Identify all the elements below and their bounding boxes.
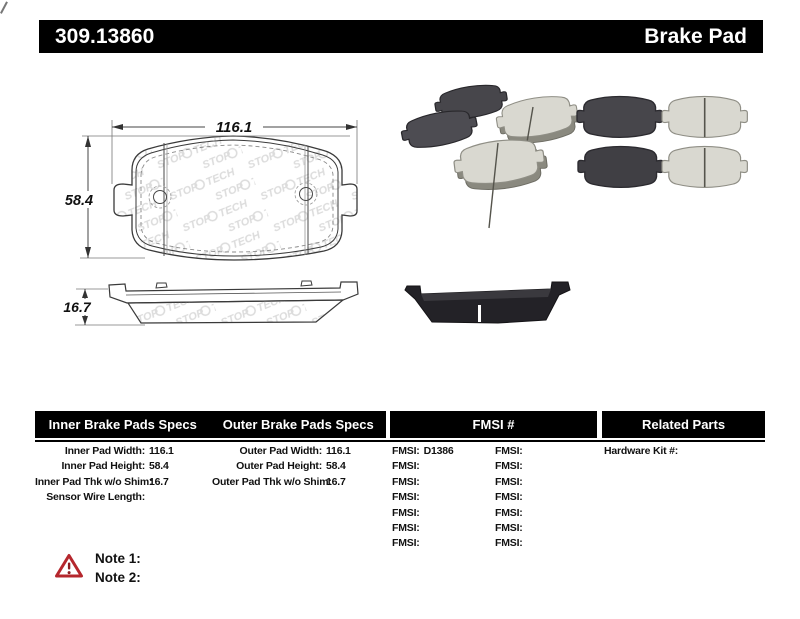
- fmsi-row: [495, 536, 527, 551]
- fmsi-row: [392, 521, 454, 536]
- spec-row: [35, 459, 174, 474]
- fmsi-label: FMSI:: [495, 460, 523, 473]
- title-bar: [39, 20, 763, 53]
- spec-row: [212, 444, 351, 459]
- fmsi-label: FMSI:: [392, 491, 420, 504]
- spec-row: [35, 490, 174, 505]
- fmsi-row: [392, 490, 454, 505]
- spec-row: [212, 475, 351, 490]
- fmsi-label: FMSI:: [495, 506, 523, 519]
- fmsi-label: FMSI:: [392, 475, 420, 488]
- related-row: [604, 444, 682, 459]
- note-label: Note 1:: [95, 551, 141, 566]
- fmsi-row: [392, 459, 454, 474]
- side-view-drawing: [109, 281, 358, 323]
- header-underline: [35, 440, 765, 442]
- fmsi-row: [495, 506, 527, 521]
- spec-label: Inner Pad Width:: [64, 445, 145, 457]
- part-number: 309.13860: [55, 24, 155, 48]
- fmsi-row: [392, 475, 454, 490]
- pads-photo-perspective: [399, 81, 583, 228]
- fmsi-left-column: [392, 444, 454, 552]
- height-dim-label: 58.4: [64, 193, 94, 209]
- fmsi-row: [495, 459, 527, 474]
- outer-specs-column: [212, 444, 351, 490]
- width-dim-label: 116.1: [215, 119, 253, 136]
- fmsi-label: FMSI:: [392, 445, 420, 457]
- header-outer-specs: Outer Brake Pads Specs: [222, 417, 374, 432]
- thickness-dim-label: 16.7: [63, 299, 91, 315]
- fmsi-label: FMSI:: [392, 506, 420, 519]
- spec-label: Outer Pad Width:: [239, 445, 322, 457]
- spec-value: 58.4: [326, 460, 346, 473]
- spec-value: 16.7: [149, 475, 169, 488]
- spec-value: 116.1: [326, 445, 351, 457]
- fmsi-row: [495, 475, 527, 490]
- related-parts-header-bar: [602, 411, 765, 438]
- fmsi-row: [392, 506, 454, 521]
- wear-slot: [478, 305, 481, 322]
- related-label: Hardware Kit #:: [604, 445, 679, 457]
- header-fmsi: FMSI #: [472, 417, 515, 432]
- note-label: Note 2:: [95, 569, 141, 585]
- related-parts-column: [604, 444, 682, 459]
- front-view-drawing: [114, 136, 357, 260]
- spec-label: Outer Pad Thk w/o Shim:: [212, 475, 332, 488]
- specs-header-bar: [35, 411, 386, 438]
- spec-row: [35, 475, 174, 490]
- spec-label: Outer Pad Height:: [236, 460, 322, 473]
- fmsi-row: [495, 521, 527, 536]
- fmsi-label: FMSI:: [495, 475, 523, 488]
- spec-label: Sensor Wire Length:: [46, 491, 145, 504]
- pad-photo-edge-view: [405, 282, 570, 323]
- fmsi-row: [392, 444, 454, 459]
- inner-specs-column: [35, 444, 174, 506]
- spec-row: [35, 444, 174, 459]
- fmsi-right-column: [495, 444, 527, 552]
- note-row: [95, 550, 145, 569]
- fmsi-label: FMSI:: [495, 445, 523, 457]
- fmsi-label: FMSI:: [392, 537, 420, 550]
- product-name: Brake Pad: [644, 24, 747, 48]
- spec-label: Inner Pad Thk w/o Shim:: [35, 475, 153, 488]
- fmsi-label: FMSI:: [495, 491, 523, 504]
- header-related-parts: Related Parts: [641, 417, 726, 432]
- fmsi-row: [495, 444, 527, 459]
- spec-row: [212, 459, 351, 474]
- fmsi-row: [392, 536, 454, 551]
- spec-label: Inner Pad Height:: [61, 460, 145, 473]
- fmsi-header-bar: [390, 411, 597, 438]
- spec-value: 16.7: [326, 475, 346, 488]
- note-row: [95, 569, 145, 588]
- fmsi-value: D1386: [423, 445, 454, 457]
- fmsi-label: FMSI:: [495, 537, 523, 550]
- illustration-area: [0, 80, 800, 350]
- header-inner-specs: Inner Brake Pads Specs: [48, 417, 197, 432]
- notes-section: [95, 550, 145, 587]
- fmsi-label: FMSI:: [495, 522, 523, 535]
- spec-value: 58.4: [149, 460, 169, 473]
- fmsi-label: FMSI:: [392, 460, 420, 473]
- scan-corner-mark: [0, 1, 7, 13]
- spec-value: 116.1: [149, 445, 174, 457]
- pads-photo-flat: [577, 96, 747, 187]
- warning-triangle-icon: [54, 553, 84, 579]
- fmsi-row: [495, 490, 527, 505]
- fmsi-label: FMSI:: [392, 522, 420, 535]
